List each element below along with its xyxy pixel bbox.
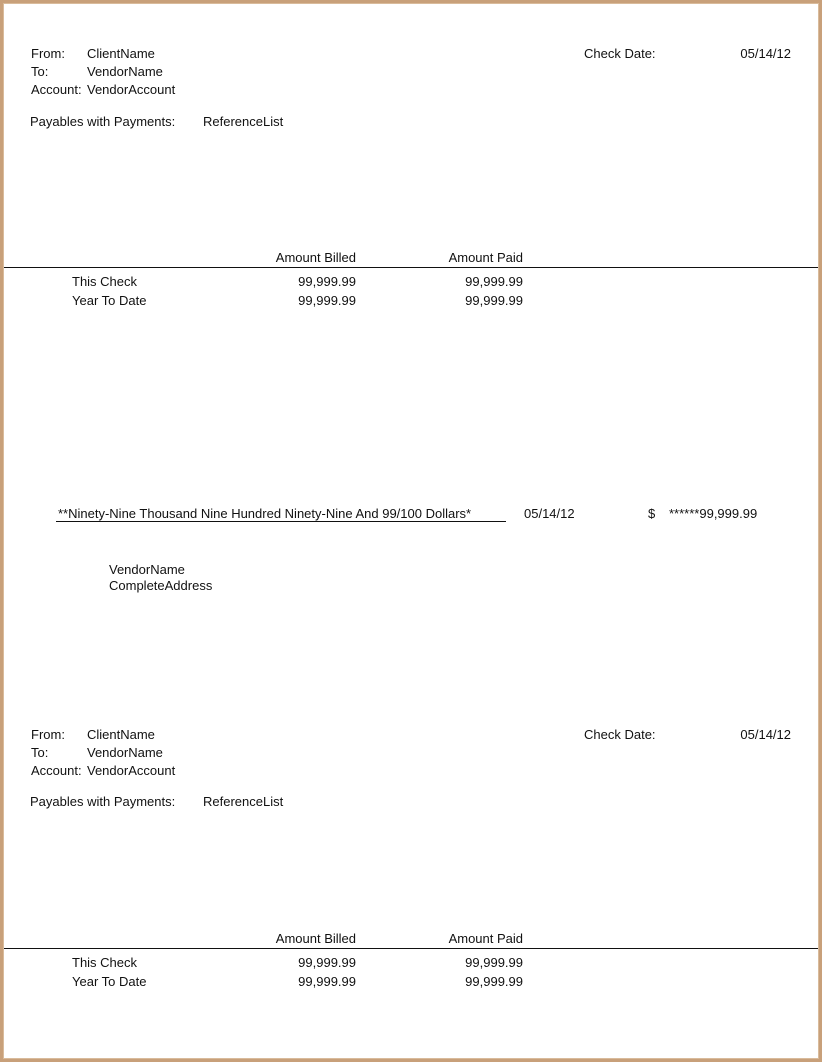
row-label: This Check: [72, 955, 138, 970]
table-divider: [4, 267, 818, 268]
payables-value: ReferenceList: [203, 114, 284, 129]
check-date: 05/14/12: [524, 506, 575, 521]
amount-words-underline: [56, 521, 506, 522]
row-label: Year To Date: [72, 974, 147, 989]
from-value: ClientName: [87, 46, 155, 61]
amount-billed-cell: 99,999.99: [298, 293, 356, 308]
top-stub: [0, 0, 822, 330]
check-amount: ******99,999.99: [669, 506, 758, 521]
payables-label: Payables with Payments:: [30, 114, 176, 129]
check-date-value: 05/14/12: [740, 46, 791, 61]
check-date-label: Check Date:: [584, 46, 656, 61]
account-value: VendorAccount: [87, 82, 176, 97]
amount-billed-cell: 99,999.99: [298, 974, 356, 989]
amount-paid-cell: 99,999.99: [465, 974, 523, 989]
to-label: To:: [31, 64, 49, 79]
amount-in-words: **Ninety-Nine Thousand Nine Hundred Ninety-Nine And 99/100 Dollars*: [58, 506, 472, 521]
amount-paid-cell: 99,999.99: [465, 955, 523, 970]
payables-label: Payables with Payments:: [30, 794, 176, 809]
from-label: From:: [31, 46, 65, 61]
account-value: VendorAccount: [87, 763, 176, 778]
account-label: Account:: [31, 82, 82, 97]
from-label: From:: [31, 727, 65, 742]
amount-billed-cell: 99,999.99: [298, 274, 356, 289]
account-label: Account:: [31, 763, 82, 778]
table-divider: [4, 948, 818, 949]
check-date-value: 05/14/12: [740, 727, 791, 742]
from-value: ClientName: [87, 727, 155, 742]
column-header-amount-billed: Amount Billed: [275, 931, 356, 946]
amount-paid-cell: 99,999.99: [465, 274, 523, 289]
check-date-label: Check Date:: [584, 727, 656, 742]
row-label: Year To Date: [72, 293, 147, 308]
to-value: VendorName: [87, 745, 163, 760]
payables-value: ReferenceList: [203, 794, 284, 809]
amount-paid-cell: 99,999.99: [465, 293, 523, 308]
bottom-stub: [0, 681, 822, 1011]
to-value: VendorName: [87, 64, 163, 79]
payee-address: CompleteAddress: [109, 578, 213, 593]
column-header-amount-paid: Amount Paid: [448, 250, 523, 265]
currency-symbol: $: [648, 506, 656, 521]
column-header-amount-paid: Amount Paid: [448, 931, 523, 946]
column-header-amount-billed: Amount Billed: [275, 250, 356, 265]
to-label: To:: [31, 745, 49, 760]
row-label: This Check: [72, 274, 138, 289]
amount-billed-cell: 99,999.99: [298, 955, 356, 970]
payee-name: VendorName: [109, 562, 185, 577]
